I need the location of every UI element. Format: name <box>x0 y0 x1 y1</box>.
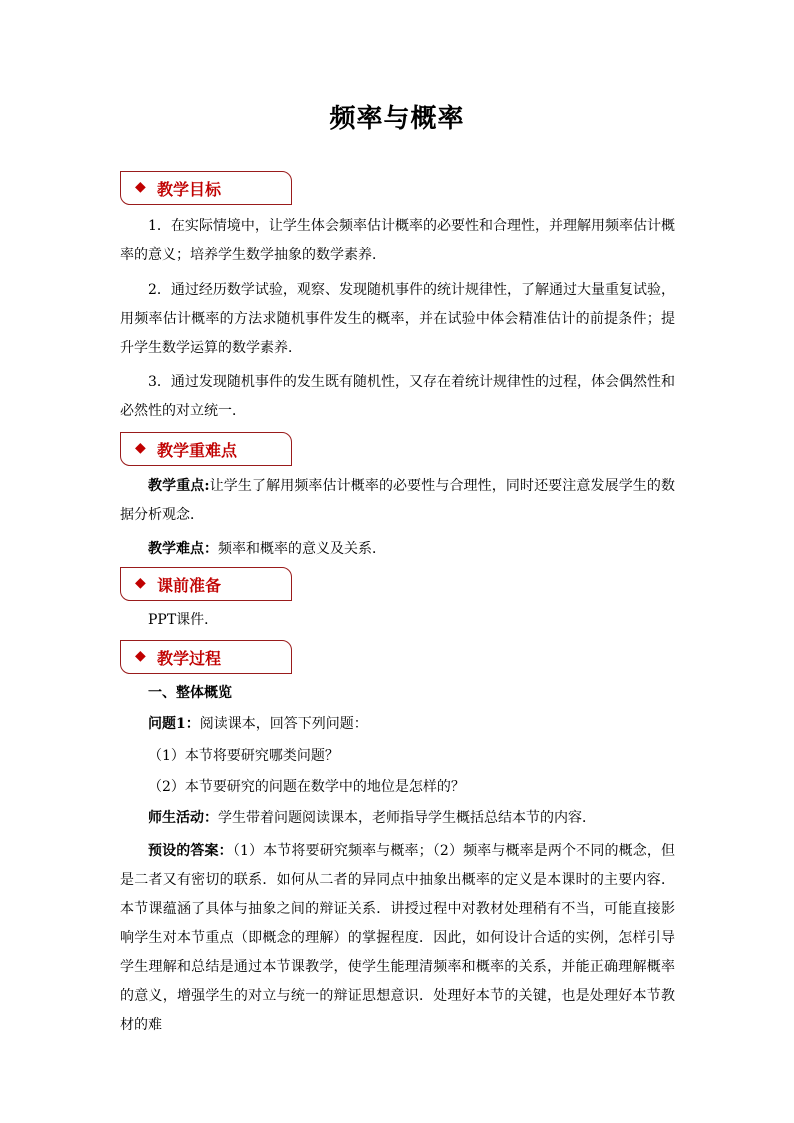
answer-label: 预设的答案： <box>148 843 233 859</box>
section-header-process <box>120 640 292 674</box>
diamond-bullet-icon: ◆ <box>135 575 146 591</box>
goal-paragraph-1: 1．在实际情境中，让学生体会频率估计概率的必要性和合理性，并理解用频率估计概率的意义；培养学生数学抽象的数学素养． <box>120 218 675 263</box>
diamond-bullet-icon: ◆ <box>135 440 146 456</box>
key-point-label: 教学重点: <box>148 478 210 494</box>
difficult-point-text: 频率和概率的意义及关系． <box>218 541 386 557</box>
section-label: 课前准备 <box>157 576 222 595</box>
key-point-paragraph <box>120 472 675 530</box>
question-1-item-b: （2）本节要研究的问题在数学中的地位是怎样的？ <box>148 779 465 795</box>
section-header-prep <box>120 567 292 601</box>
section-label: 教学目标 <box>157 180 222 199</box>
section-label: 教学过程 <box>157 649 222 668</box>
goal-paragraph-3: 3．通过发现随机事件的发生既有随机性，又存在着统计规律性的过程，体会偶然性和必然性的对立统一． <box>120 374 675 419</box>
difficult-point-label: 教学难点： <box>148 541 218 557</box>
section-label: 教学重难点 <box>157 441 238 460</box>
section-header-goals <box>120 171 292 205</box>
page-title: 频率与概率 <box>329 104 465 134</box>
diamond-bullet-icon: ◆ <box>135 648 146 664</box>
question-1 <box>120 710 675 739</box>
process-heading: 一、整体概览 <box>148 685 232 701</box>
question-1-label: 问题1： <box>148 716 200 732</box>
section-header-keypoints <box>120 432 292 466</box>
activity-label: 师生活动： <box>148 810 218 826</box>
activity-paragraph <box>120 804 675 833</box>
diamond-bullet-icon: ◆ <box>135 179 146 195</box>
difficult-point-paragraph <box>120 535 675 564</box>
goal-paragraph-2: 2．通过经历数学试验，观察、发现随机事件的统计规律性，了解通过大量重复试验，用频率估计概率的方法求随机事件发生的概率，并在试验中体会精准估计的前提条件；提升学生数学运算的数学素养． <box>120 282 675 356</box>
activity-text: 学生带着问题阅读课本，老师指导学生概括总结本节的内容． <box>218 810 596 826</box>
answer-paragraph <box>120 837 675 1040</box>
question-1-text: 阅读课本，回答下列问题： <box>199 716 368 732</box>
key-point-text: 让学生了解用频率估计概率的必要性与合理性，同时还要注意发展学生的数据分析观念． <box>120 478 676 523</box>
answer-text: （1）本节将要研究频率与概率；（2）频率与概率是两个不同的概念，但是二者又有密切的联系．如何从二者的异同点中抽象出概率的定义是本课时的主要内容．本节课蕴涵了具体与抽象之间的辩证关系．讲授过程中对教材处理稍有不当，可能直接影响学生对本节重点（即概念的理解）的掌握程度．因此，如何设计合适的实例，怎样引导学生理解和总结是通过本节课教学，使学生能理清频率和概率的关系，并能正确理解概率的意义，增强学生的对立与统一的辩证思想意识．处理好本节的关键，也是处理好本节教材的难 <box>120 843 675 1033</box>
question-1-item-a: （1）本节将要研究哪类问题？ <box>148 748 339 764</box>
prep-paragraph: PPT课件． <box>148 612 219 628</box>
